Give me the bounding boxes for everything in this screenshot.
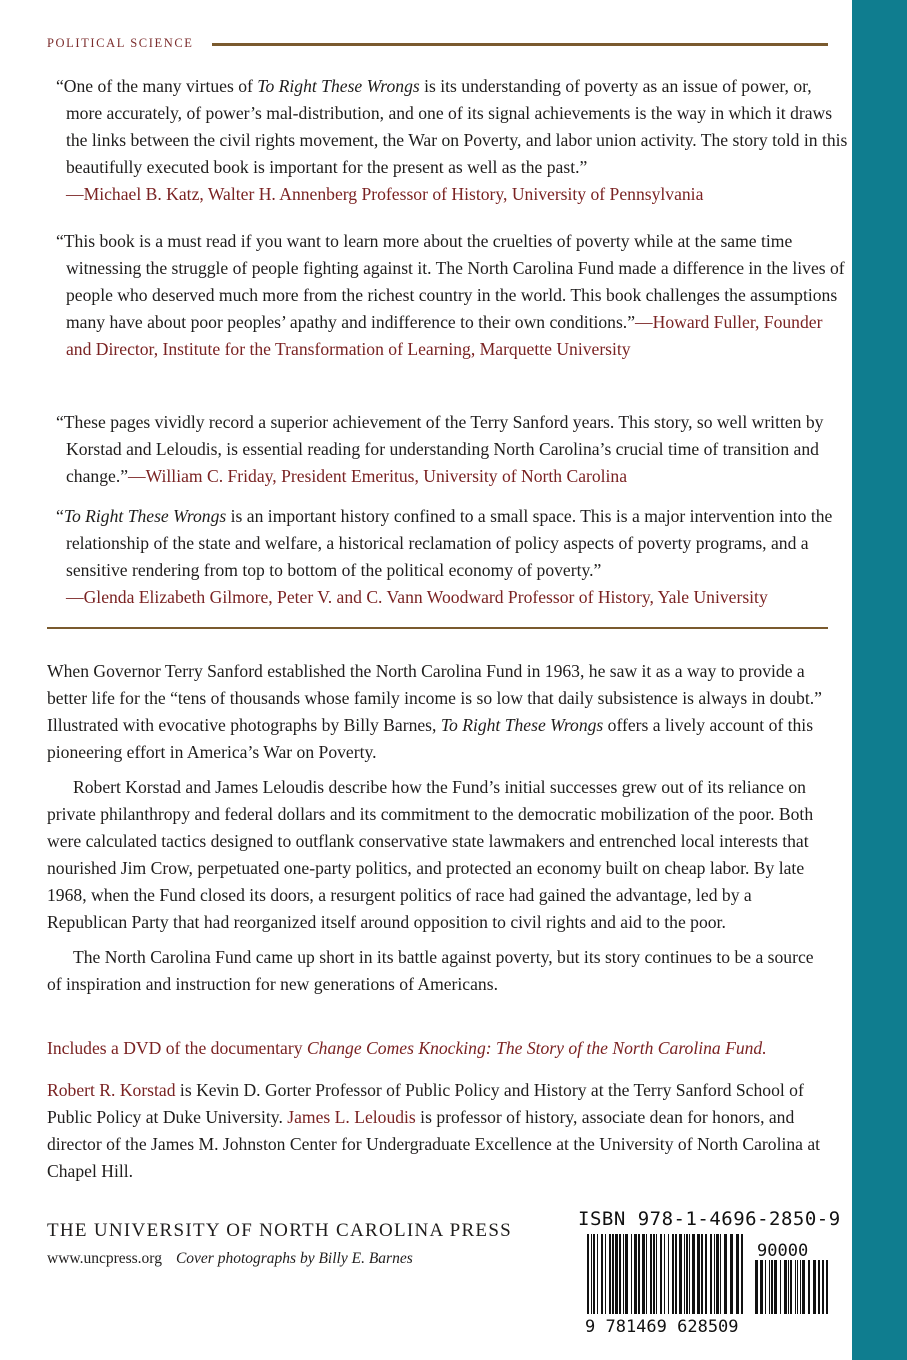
description-paragraph: Robert Korstad and James Leloudis describe how the Fund’s initial successes grew out of its reliance on private philanthropy and federal dollars and its commitment to the democratic mobilization of the poor. Both were calculated tactics designed to outflank conservative state lawmakers and entrenched local interests that nourished Jim Crow, perpetuated one-party politics, and protected an economy built on cheap labor. By late 1968, when the Fund closed its doors, a resurgent politics of race had gained the advantage, led by a Republican Party that had reorganized itself around opposition to civil rights and aid to the poor. xyxy=(47,777,814,932)
barcode-bar xyxy=(736,1234,739,1314)
barcode-bar xyxy=(646,1234,647,1314)
barcode-bar xyxy=(826,1260,828,1314)
barcode-bar xyxy=(710,1234,712,1314)
barcode-bar xyxy=(714,1234,715,1314)
attribution: —William C. Friday, President Emeritus, University of North Carolina xyxy=(128,466,628,486)
barcode-bar xyxy=(656,1234,657,1314)
barcode-bar xyxy=(664,1234,665,1314)
barcode-bar xyxy=(612,1234,614,1314)
book-title: To Right These Wrongs xyxy=(440,715,604,735)
author-bios: Robert R. Korstad is Kevin D. Gorter Professor of Public Policy and History at the Terry Sanford School of Public Policy at Duke University. James L. Leloudis is professor of history, associate dean for honors, and director of the James M. Johnston Center for Undergraduate Excellence at the University of North Carolina at Chapel Hill. xyxy=(47,1080,821,1181)
book-title: To Right These Wrongs xyxy=(257,76,420,96)
dvd-note: Includes a DVD of the documentary Change Comes Knocking: The Story of the North Carolina Fund. xyxy=(47,1038,767,1058)
barcode-bar xyxy=(780,1260,781,1314)
barcode-bar xyxy=(720,1234,721,1314)
book-title: To Right These Wrongs xyxy=(63,506,227,526)
barcode-bar xyxy=(623,1234,624,1314)
attribution: —Michael B. Katz, Walter H. Annenberg Professor of History, University of Pennsylvania xyxy=(66,184,704,204)
barcode-bar xyxy=(741,1234,743,1314)
barcode-bar xyxy=(818,1260,820,1314)
attribution: —Howard Fuller, Founder and Director, Institute for the Transformation of Learning, Marquette University xyxy=(66,312,823,359)
barcode-bar xyxy=(755,1260,758,1314)
publisher-url: www.uncpress.org xyxy=(47,1250,162,1267)
barcode-bar xyxy=(788,1260,789,1314)
barcode-bar xyxy=(765,1260,766,1314)
barcode-bar xyxy=(593,1234,595,1314)
barcode-bar xyxy=(605,1234,606,1314)
photo-credit: Cover photographs by Billy E. Barnes xyxy=(175,1250,413,1267)
price-code: 90000 xyxy=(757,1241,809,1261)
quote-text: is its understanding of poverty as an issue of power, or, more accurately, of power’s mal-distribution, and one of its signal achievements is the way in which it draws the links between the civil rights movement, the War on Poverty, and labor union activity. The story told in this beautifully executed book is important for the present as well as the past.” xyxy=(66,76,848,177)
barcode-bar xyxy=(769,1260,770,1314)
barcode-bar xyxy=(760,1260,763,1314)
barcode-bar xyxy=(587,1234,589,1314)
description-paragraph: When Governor Terry Sanford established the North Carolina Fund in 1963, he saw it as a way to provide a better life for the “tens of thousands whose family income is so low that daily subsistence is always in doubt.” Illustrated with evocative photographs by Billy Barnes, To Right These Wrongs offers a lively account of this pioneering effort in America’s War on Poverty. xyxy=(47,661,822,762)
barcode-bar xyxy=(697,1234,700,1314)
isbn-label: ISBN 978-1-4696-2850-9 xyxy=(578,1208,841,1230)
barcode-bar xyxy=(631,1234,632,1314)
barcode-bar xyxy=(692,1234,695,1314)
barcode-bar xyxy=(668,1234,669,1314)
barcode-bar xyxy=(800,1260,801,1314)
barcode-bar xyxy=(625,1234,628,1314)
publisher-footer xyxy=(47,1250,413,1268)
barcode-bar xyxy=(701,1234,703,1314)
barcode xyxy=(577,1234,832,1336)
spine-band xyxy=(852,0,907,1360)
barcode-bar xyxy=(619,1234,621,1314)
ean-digits: 9 781469 628509 xyxy=(585,1317,739,1336)
barcode-bar xyxy=(660,1234,662,1314)
header-rule xyxy=(212,43,828,46)
blurb-katz xyxy=(47,73,848,208)
barcode-bar xyxy=(771,1260,773,1314)
barcode-bar xyxy=(790,1260,792,1314)
barcode-bar xyxy=(716,1234,719,1314)
quote-text: “These pages vividly record a superior achievement of the Terry Sanford years. This story, so well written by Korstad and Leloudis, is essential reading for understanding North Carolina’s crucial time of transition and change.” xyxy=(56,412,824,486)
barcode-bar xyxy=(813,1260,816,1314)
barcode-bar xyxy=(686,1234,688,1314)
attribution: —Glenda Elizabeth Gilmore, Peter V. and C. Vann Woodward Professor of History, Yale University xyxy=(66,587,768,607)
barcode-bar xyxy=(609,1234,611,1314)
barcode-bar xyxy=(638,1234,640,1314)
barcode-bar xyxy=(822,1260,824,1314)
barcode-bar xyxy=(679,1234,682,1314)
quote-text: is an important history confined to a small space. This is a major intervention into the relationship of the state and welfare, a historical reclamation of policy aspects of poverty programs, and a sensitive rendering from top to bottom of the political economy of poverty.” xyxy=(66,506,833,580)
barcode-bar xyxy=(672,1234,674,1314)
barcode-bar xyxy=(642,1234,645,1314)
author-name: James L. Leloudis xyxy=(287,1107,416,1127)
barcode-bar xyxy=(634,1234,637,1314)
barcode-bar xyxy=(724,1234,727,1314)
blurb-friday xyxy=(47,409,848,490)
section-rule xyxy=(47,627,828,629)
barcode-bar xyxy=(653,1234,655,1314)
barcode-bar xyxy=(615,1234,618,1314)
publisher-name: THE UNIVERSITY OF NORTH CAROLINA PRESS xyxy=(47,1220,513,1241)
barcode-bar xyxy=(591,1234,592,1314)
quote-text: “This book is a must read if you want to learn more about the cruelties of poverty while at the same time witnessing the struggle of people fighting against it. The North Carolina Fund made a difference in the lives of people who deserved much more from the richest country in the world. This book challenges the assumptions many have about poor peoples’ apathy and indifference to their own conditions.” xyxy=(56,231,845,332)
barcode-bar xyxy=(730,1234,733,1314)
quote-text: “ xyxy=(56,506,64,526)
description-paragraph: The North Carolina Fund came up short in its battle against poverty, but its story continues to be a source of inspiration and instruction for new generations of Americans. xyxy=(47,947,814,994)
book-description xyxy=(47,658,829,998)
documentary-title: Change Comes Knocking: The Story of the North Carolina Fund. xyxy=(306,1038,767,1058)
barcode-bar xyxy=(802,1260,805,1314)
barcode-bar xyxy=(601,1234,603,1314)
barcode-bar xyxy=(650,1234,652,1314)
barcode-bar xyxy=(795,1260,796,1314)
blurb-fuller xyxy=(47,228,848,363)
blurb-gilmore xyxy=(47,503,848,611)
barcode-bar xyxy=(597,1234,598,1314)
barcode-bar xyxy=(774,1260,777,1314)
barcode-bar xyxy=(808,1260,810,1314)
barcode-bar xyxy=(675,1234,677,1314)
barcode-bar xyxy=(784,1260,787,1314)
category-label: POLITICAL SCIENCE xyxy=(47,36,194,50)
author-name: Robert R. Korstad xyxy=(47,1080,176,1100)
barcode-bar xyxy=(689,1234,690,1314)
barcode-bar xyxy=(797,1260,798,1314)
barcode-bar xyxy=(684,1234,685,1314)
barcode-bar xyxy=(705,1234,707,1314)
quote-text: “One of the many virtues of xyxy=(56,76,258,96)
